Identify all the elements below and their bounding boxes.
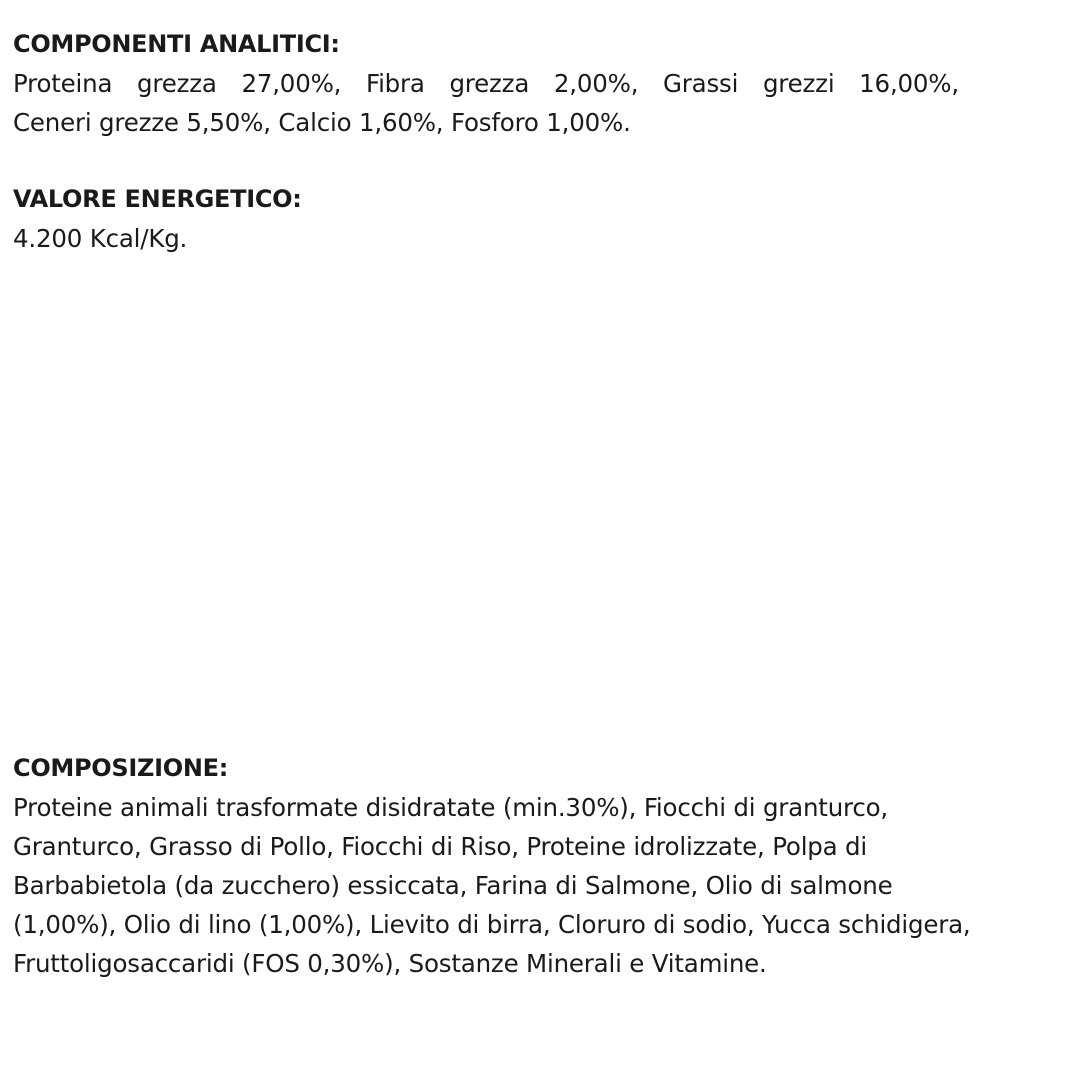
valore-energetico-heading: VALORE ENERGETICO: <box>13 185 302 213</box>
analitici-word: grezza <box>449 69 530 98</box>
valore-energetico-value: 4.200 Kcal/Kg. <box>13 224 188 253</box>
analitici-word: grezzi <box>762 69 835 98</box>
analitici-word: grezza <box>137 69 217 98</box>
composizione-line: Barbabietola (da zucchero) essiccata, Farina di Salmone, Olio di salmone <box>13 871 893 900</box>
composizione-line: (1,00%), Olio di lino (1,00%), Lievito di birra, Cloruro di sodio, Yucca schidigera, <box>13 910 971 939</box>
analitici-word: Fibra <box>365 69 425 98</box>
componenti-analitici-heading: COMPONENTI ANALITICI: <box>13 30 340 58</box>
analitici-word: 27,00%, <box>241 69 342 98</box>
composizione-line: Fruttoligosaccaridi (FOS 0,30%), Sostanze Minerali e Vitamine. <box>13 949 767 978</box>
composizione-text <box>13 788 1075 983</box>
componenti-analitici-line-2: Ceneri grezze 5,50%, Calcio 1,60%, Fosforo 1,00%. <box>13 108 631 137</box>
analitici-word: Proteina <box>13 69 113 98</box>
composizione-line: Proteine animali trasformate disidratate (min.30%), Fiocchi di granturco, <box>13 793 889 822</box>
valore-energetico-section <box>13 180 1075 258</box>
componenti-analitici-text <box>13 64 1075 142</box>
composizione-line: Granturco, Grasso di Pollo, Fiocchi di Riso, Proteine idrolizzate, Polpa di <box>13 832 868 861</box>
componenti-analitici-line-1 <box>13 64 959 103</box>
analitici-word: 2,00%, <box>553 69 639 98</box>
analitici-word: Grassi <box>663 69 739 98</box>
composizione-section <box>13 749 1075 983</box>
analitici-word: 16,00%, <box>859 69 959 98</box>
componenti-analitici-section <box>13 25 1075 142</box>
composizione-heading: COMPOSIZIONE: <box>13 754 229 782</box>
